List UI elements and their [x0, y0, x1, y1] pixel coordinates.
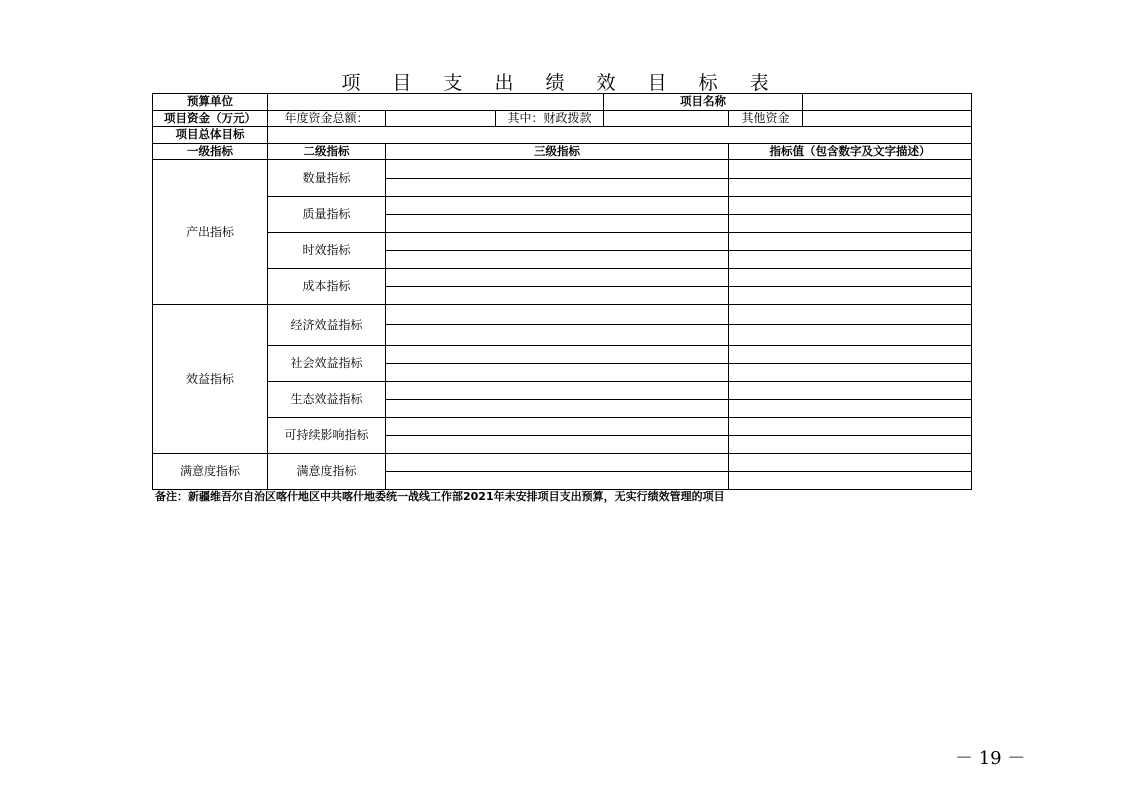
level2-cell: 质量指标: [268, 197, 386, 233]
indicator-value-cell[interactable]: [729, 215, 972, 233]
performance-target-table: [152, 93, 972, 490]
overall-goal-label: 项目总体目标: [153, 127, 268, 144]
indicator-value-cell[interactable]: [729, 305, 972, 325]
footnote: 备注：新疆维吾尔自治区喀什地区中共喀什地委统一战线工作部2021年未安排项目支出预算，无实行绩效管理的项目: [155, 490, 725, 503]
indicator-row: [153, 160, 972, 179]
funds-row: [153, 110, 972, 127]
indicator-value-cell[interactable]: [729, 325, 972, 346]
level3-cell[interactable]: [386, 454, 729, 472]
annual-total-cell[interactable]: [386, 110, 496, 127]
level2-cell: 生态效益指标: [268, 382, 386, 418]
level3-cell[interactable]: [386, 179, 729, 197]
indicator-value-cell[interactable]: [729, 346, 972, 364]
project-name-cell[interactable]: [803, 94, 972, 111]
fiscal-label: 其中：财政拨款: [496, 110, 604, 127]
indicator-row: [153, 233, 972, 251]
indicator-row: [153, 269, 972, 287]
level3-header: 三级指标: [386, 143, 729, 160]
indicator-value-cell[interactable]: [729, 179, 972, 197]
overall-goal-row: [153, 127, 972, 144]
indicator-row: [153, 346, 972, 364]
level3-cell[interactable]: [386, 233, 729, 251]
indicator-value-cell[interactable]: [729, 160, 972, 179]
indicator-row: [153, 418, 972, 436]
level2-header: 二级指标: [268, 143, 386, 160]
indicator-body: [153, 160, 972, 490]
level1-header: 一级指标: [153, 143, 268, 160]
level3-cell[interactable]: [386, 269, 729, 287]
level2-cell: 成本指标: [268, 269, 386, 305]
indicator-row: [153, 197, 972, 215]
indicator-value-cell[interactable]: [729, 472, 972, 490]
indicator-value-cell[interactable]: [729, 197, 972, 215]
level3-cell[interactable]: [386, 215, 729, 233]
indicator-value-cell[interactable]: [729, 233, 972, 251]
level2-cell: 时效指标: [268, 233, 386, 269]
level2-cell: 数量指标: [268, 160, 386, 197]
level3-cell[interactable]: [386, 251, 729, 269]
indicator-value-cell[interactable]: [729, 269, 972, 287]
level1-cell: 满意度指标: [153, 454, 268, 490]
level3-cell[interactable]: [386, 364, 729, 382]
page-number: － 19 －: [955, 748, 1026, 769]
level3-cell[interactable]: [386, 287, 729, 305]
column-header-row: [153, 143, 972, 160]
other-funds-label: 其他资金: [729, 110, 803, 127]
indicator-value-header: 指标值（包含数字及文字描述）: [729, 143, 972, 160]
level3-cell[interactable]: [386, 160, 729, 179]
indicator-value-cell[interactable]: [729, 364, 972, 382]
funds-label: 项目资金（万元）: [153, 110, 268, 127]
level1-cell: 效益指标: [153, 305, 268, 454]
budget-unit-cell[interactable]: [268, 94, 604, 111]
level3-cell[interactable]: [386, 305, 729, 325]
fiscal-cell[interactable]: [604, 110, 729, 127]
level3-cell[interactable]: [386, 400, 729, 418]
budget-unit-row: [153, 94, 972, 111]
indicator-value-cell[interactable]: [729, 251, 972, 269]
indicator-row: [153, 382, 972, 400]
level3-cell[interactable]: [386, 418, 729, 436]
indicator-value-cell[interactable]: [729, 454, 972, 472]
other-funds-cell[interactable]: [803, 110, 972, 127]
level3-cell[interactable]: [386, 382, 729, 400]
indicator-row: [153, 454, 972, 472]
level2-cell: 可持续影响指标: [268, 418, 386, 454]
project-name-label: 项目名称: [604, 94, 803, 111]
level2-cell: 社会效益指标: [268, 346, 386, 382]
indicator-value-cell[interactable]: [729, 436, 972, 454]
level3-cell[interactable]: [386, 472, 729, 490]
indicator-value-cell[interactable]: [729, 382, 972, 400]
overall-goal-cell[interactable]: [268, 127, 972, 144]
level2-cell: 经济效益指标: [268, 305, 386, 346]
indicator-value-cell[interactable]: [729, 287, 972, 305]
level3-cell[interactable]: [386, 197, 729, 215]
page-title: 项 目 支 出 绩 效 目 标 表: [341, 72, 782, 94]
indicator-value-cell[interactable]: [729, 418, 972, 436]
indicator-row: [153, 305, 972, 325]
level3-cell[interactable]: [386, 325, 729, 346]
level1-cell: 产出指标: [153, 160, 268, 305]
level2-cell: 满意度指标: [268, 454, 386, 490]
indicator-value-cell[interactable]: [729, 400, 972, 418]
level3-cell[interactable]: [386, 346, 729, 364]
level3-cell[interactable]: [386, 436, 729, 454]
budget-unit-label: 预算单位: [153, 94, 268, 111]
annual-total-label: 年度资金总额：: [268, 110, 386, 127]
